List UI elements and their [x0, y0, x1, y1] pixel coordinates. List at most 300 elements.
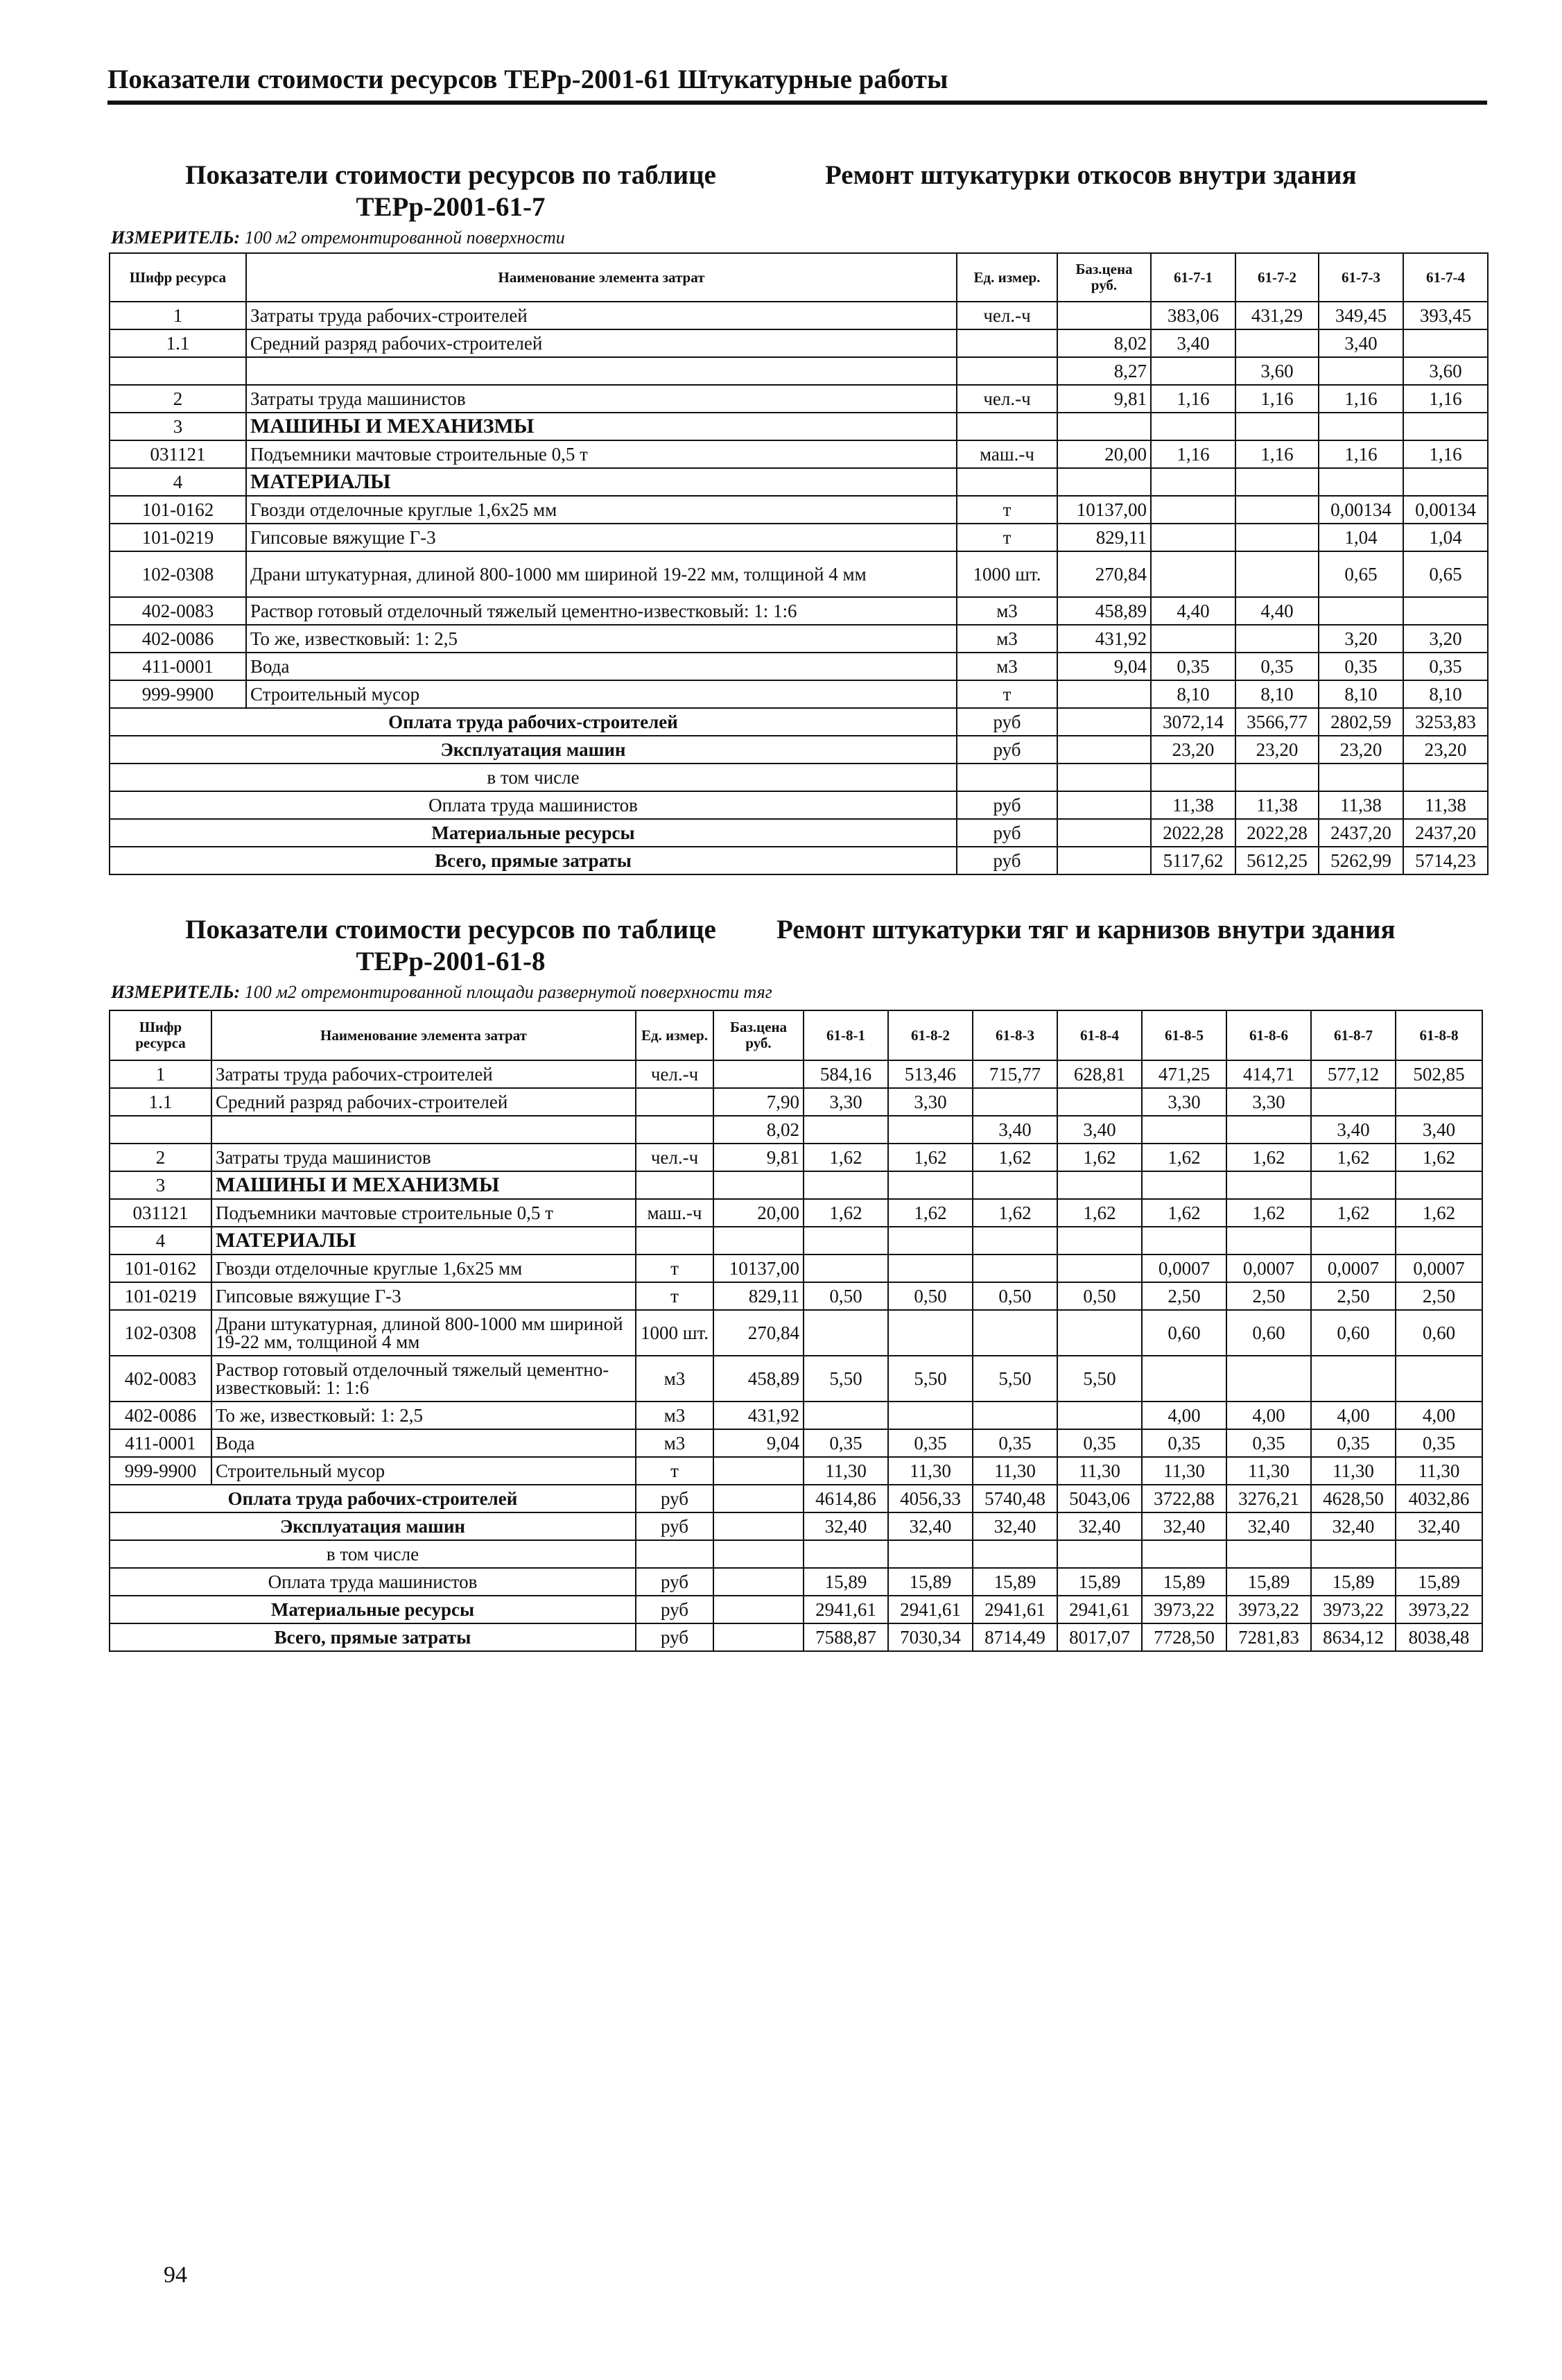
unit-cell: руб [957, 819, 1057, 847]
section2-th-col5: 61-8-5 [1142, 1010, 1226, 1060]
value-cell [1142, 1116, 1226, 1144]
summary-row [110, 1568, 1482, 1596]
base-price-cell: 8,02 [713, 1116, 804, 1144]
unit-cell: руб [636, 1485, 713, 1512]
value-cell: 8714,49 [973, 1623, 1057, 1651]
value-cell [804, 1171, 888, 1199]
table-row [110, 1356, 1482, 1402]
value-cell [888, 1171, 973, 1199]
value-cell: 3,60 [1235, 357, 1319, 385]
value-cell: 2941,61 [973, 1596, 1057, 1623]
value-cell: 1,62 [1142, 1199, 1226, 1227]
base-price-cell [713, 1512, 804, 1540]
resource-name-cell: Затраты труда рабочих-строителей [246, 302, 957, 329]
value-cell: 0,60 [1142, 1310, 1226, 1356]
value-cell: 2,50 [1311, 1282, 1396, 1310]
value-cell: 5,50 [804, 1356, 888, 1402]
value-cell: 0,50 [973, 1282, 1057, 1310]
value-cell [1151, 551, 1235, 597]
summary-row [110, 1540, 1482, 1568]
base-price-cell: 270,84 [1057, 551, 1151, 597]
value-cell: 3,30 [1142, 1088, 1226, 1116]
resource-name-cell: Подъемники мачтовые строительные 0,5 т [211, 1199, 636, 1227]
value-cell [804, 1540, 888, 1568]
value-cell: 2941,61 [1057, 1596, 1142, 1623]
value-cell [1235, 468, 1319, 496]
value-cell: 32,40 [888, 1512, 973, 1540]
value-cell: 0,35 [1396, 1429, 1482, 1457]
value-cell [1226, 1116, 1311, 1144]
value-cell [1151, 625, 1235, 653]
value-cell [1235, 524, 1319, 551]
unit-cell: чел.-ч [636, 1060, 713, 1088]
value-cell: 431,29 [1235, 302, 1319, 329]
value-cell: 0,35 [1226, 1429, 1311, 1457]
unit-cell: чел.-ч [957, 302, 1057, 329]
resource-name-cell: Средний разряд рабочих-строителей [211, 1088, 636, 1116]
section2-measure-label: ИЗМЕРИТЕЛЬ: [111, 982, 241, 1002]
unit-cell: руб [636, 1512, 713, 1540]
resource-name-cell [246, 357, 957, 385]
summary-name-cell: Эксплуатация машин [110, 736, 957, 764]
unit-cell: руб [636, 1623, 713, 1651]
base-price-cell: 9,81 [713, 1144, 804, 1171]
table-row [110, 1144, 1482, 1171]
summary-row [110, 708, 1488, 736]
table-row [110, 1457, 1482, 1485]
value-cell: 3276,21 [1226, 1485, 1311, 1512]
resource-name-cell: Подъемники мачтовые строительные 0,5 т [246, 440, 957, 468]
value-cell: 0,00134 [1403, 496, 1488, 524]
resource-name-cell: Гвозди отделочные круглые 1,6х25 мм [211, 1254, 636, 1282]
value-cell: 7588,87 [804, 1623, 888, 1651]
value-cell [1057, 1227, 1142, 1254]
resource-code-cell: 3 [110, 413, 246, 440]
value-cell: 5714,23 [1403, 847, 1488, 874]
value-cell: 0,0007 [1226, 1254, 1311, 1282]
value-cell: 1,04 [1403, 524, 1488, 551]
table-row [110, 1310, 1482, 1356]
value-cell [973, 1171, 1057, 1199]
value-cell: 1,62 [1311, 1199, 1396, 1227]
value-cell [973, 1402, 1057, 1429]
value-cell: 1,62 [973, 1144, 1057, 1171]
section1-th-col2: 61-7-2 [1235, 253, 1319, 302]
unit-cell: т [636, 1457, 713, 1485]
base-price-cell: 20,00 [1057, 440, 1151, 468]
unit-cell [636, 1171, 713, 1199]
value-cell [973, 1540, 1057, 1568]
section2-table [109, 1010, 1483, 1652]
base-price-cell [1057, 819, 1151, 847]
value-cell: 3566,77 [1235, 708, 1319, 736]
value-cell: 4,40 [1235, 597, 1319, 625]
value-cell [1226, 1227, 1311, 1254]
value-cell: 8038,48 [1396, 1623, 1482, 1651]
summary-row [110, 764, 1488, 791]
base-price-cell [713, 1568, 804, 1596]
value-cell: 3973,22 [1226, 1596, 1311, 1623]
value-cell: 3,60 [1403, 357, 1488, 385]
resource-code-cell [110, 357, 246, 385]
value-cell: 1,62 [1311, 1144, 1396, 1171]
value-cell [804, 1402, 888, 1429]
value-cell [1151, 524, 1235, 551]
value-cell: 1,62 [804, 1144, 888, 1171]
resource-code-cell: 102-0308 [110, 1310, 211, 1356]
section2-th-name: Наименование элемента затрат [211, 1010, 636, 1060]
value-cell [973, 1310, 1057, 1356]
value-cell: 2437,20 [1319, 819, 1403, 847]
section2-th-col8: 61-8-8 [1396, 1010, 1482, 1060]
section2-title-line1: Показатели стоимости ресурсов по таблице [185, 915, 716, 945]
value-cell [1396, 1088, 1482, 1116]
value-cell: 1,16 [1319, 440, 1403, 468]
table-row [110, 524, 1488, 551]
value-cell [888, 1254, 973, 1282]
table-row [110, 329, 1488, 357]
value-cell [1311, 1171, 1396, 1199]
value-cell [804, 1227, 888, 1254]
value-cell: 4628,50 [1311, 1485, 1396, 1512]
value-cell [1151, 357, 1235, 385]
section2-header-row [110, 1010, 1482, 1060]
resource-name-cell: Гипсовые вяжущие Г-3 [211, 1282, 636, 1310]
base-price-cell [1057, 413, 1151, 440]
summary-name-cell: Эксплуатация машин [110, 1512, 636, 1540]
value-cell [973, 1227, 1057, 1254]
value-cell: 32,40 [1396, 1512, 1482, 1540]
value-cell: 0,35 [1235, 653, 1319, 680]
base-price-cell: 458,89 [713, 1356, 804, 1402]
unit-cell: м3 [957, 597, 1057, 625]
unit-cell: руб [636, 1596, 713, 1623]
value-cell: 32,40 [1057, 1512, 1142, 1540]
value-cell: 1,04 [1319, 524, 1403, 551]
value-cell [1235, 625, 1319, 653]
value-cell [1151, 413, 1235, 440]
value-cell [1403, 329, 1488, 357]
base-price-cell: 829,11 [713, 1282, 804, 1310]
value-cell: 4,40 [1151, 597, 1235, 625]
resource-name-cell: Средний разряд рабочих-строителей [246, 329, 957, 357]
value-cell: 4614,86 [804, 1485, 888, 1512]
table-row [110, 357, 1488, 385]
resource-code-cell: 2 [110, 385, 246, 413]
value-cell: 349,45 [1319, 302, 1403, 329]
value-cell: 0,50 [888, 1282, 973, 1310]
base-price-cell: 8,02 [1057, 329, 1151, 357]
value-cell [1226, 1171, 1311, 1199]
resource-code-cell: 402-0083 [110, 597, 246, 625]
value-cell: 1,62 [1396, 1144, 1482, 1171]
value-cell: 5262,99 [1319, 847, 1403, 874]
resource-name-cell: Раствор готовый отделочный тяжелый цементно-известковый: 1: 1:6 [211, 1356, 636, 1402]
unit-cell [636, 1116, 713, 1144]
unit-cell: руб [957, 791, 1057, 819]
base-price-cell: 270,84 [713, 1310, 804, 1356]
value-cell [1319, 764, 1403, 791]
value-cell: 1,16 [1403, 440, 1488, 468]
value-cell: 1,62 [1142, 1144, 1226, 1171]
value-cell [1142, 1540, 1226, 1568]
value-cell: 0,0007 [1396, 1254, 1482, 1282]
value-cell: 0,35 [888, 1429, 973, 1457]
value-cell: 8,10 [1151, 680, 1235, 708]
value-cell: 2,50 [1396, 1282, 1482, 1310]
value-cell: 0,35 [1142, 1429, 1226, 1457]
value-cell [1226, 1356, 1311, 1402]
value-cell: 32,40 [973, 1512, 1057, 1540]
value-cell: 502,85 [1396, 1060, 1482, 1088]
base-price-cell: 431,92 [713, 1402, 804, 1429]
value-cell [888, 1402, 973, 1429]
value-cell: 15,89 [1311, 1568, 1396, 1596]
section2-th-price: Баз.цена руб. [713, 1010, 804, 1060]
value-cell: 3253,83 [1403, 708, 1488, 736]
value-cell [1396, 1227, 1482, 1254]
value-cell: 0,0007 [1142, 1254, 1226, 1282]
value-cell: 577,12 [1311, 1060, 1396, 1088]
resource-name-cell: Гипсовые вяжущие Г-3 [246, 524, 957, 551]
section2-th-col7: 61-8-7 [1311, 1010, 1396, 1060]
section1-th-code: Шифр ресурса [110, 253, 246, 302]
resource-code-cell: 402-0083 [110, 1356, 211, 1402]
unit-cell: т [636, 1254, 713, 1282]
value-cell: 7728,50 [1142, 1623, 1226, 1651]
unit-cell: маш.-ч [636, 1199, 713, 1227]
value-cell: 3722,88 [1142, 1485, 1226, 1512]
value-cell [1311, 1088, 1396, 1116]
value-cell: 1,16 [1319, 385, 1403, 413]
base-price-cell [1057, 847, 1151, 874]
resource-code-cell: 4 [110, 1227, 211, 1254]
resource-name-cell: То же, известковый: 1: 2,5 [246, 625, 957, 653]
base-price-cell [713, 1457, 804, 1485]
section2-title-right: Ремонт штукатурки тяг и карнизов внутри здания [776, 915, 1396, 945]
unit-cell: т [636, 1282, 713, 1310]
value-cell: 11,30 [804, 1457, 888, 1485]
summary-name-cell: в том числе [110, 764, 957, 791]
value-cell: 1,16 [1403, 385, 1488, 413]
section1-title-right: Ремонт штукатурки откосов внутри здания [825, 160, 1357, 190]
summary-name-cell: Оплата труда рабочих-строителей [110, 708, 957, 736]
value-cell: 15,89 [1396, 1568, 1482, 1596]
base-price-cell: 9,04 [1057, 653, 1151, 680]
value-cell: 11,38 [1235, 791, 1319, 819]
value-cell: 32,40 [804, 1512, 888, 1540]
value-cell: 1,16 [1151, 440, 1235, 468]
value-cell [1235, 764, 1319, 791]
value-cell: 3072,14 [1151, 708, 1235, 736]
unit-cell: чел.-ч [636, 1144, 713, 1171]
summary-name-cell: Всего, прямые затраты [110, 847, 957, 874]
value-cell [888, 1227, 973, 1254]
value-cell [1311, 1540, 1396, 1568]
value-cell: 3,40 [973, 1116, 1057, 1144]
value-cell: 715,77 [973, 1060, 1057, 1088]
page-number: 94 [164, 2262, 187, 2288]
summary-row [110, 1512, 1482, 1540]
section1-measure-value: 100 м2 отремонтированной поверхности [244, 227, 565, 248]
unit-cell: м3 [957, 653, 1057, 680]
table-row [110, 1254, 1482, 1282]
table-row [110, 1116, 1482, 1144]
summary-name-cell: Материальные ресурсы [110, 819, 957, 847]
unit-cell: м3 [636, 1356, 713, 1402]
value-cell [1319, 597, 1403, 625]
value-cell [1235, 329, 1319, 357]
unit-cell: руб [636, 1568, 713, 1596]
value-cell: 0,35 [1057, 1429, 1142, 1457]
value-cell: 11,38 [1151, 791, 1235, 819]
value-cell: 0,50 [804, 1282, 888, 1310]
section2-th-code: Шифр ресурса [110, 1010, 211, 1060]
value-cell: 393,45 [1403, 302, 1488, 329]
value-cell: 5740,48 [973, 1485, 1057, 1512]
table-row [110, 1060, 1482, 1088]
section2-measure-value: 100 м2 отремонтированной площади развернутой поверхности тяг [244, 982, 772, 1002]
value-cell: 8,10 [1403, 680, 1488, 708]
base-price-cell [1057, 708, 1151, 736]
value-cell: 383,06 [1151, 302, 1235, 329]
value-cell: 1,16 [1235, 385, 1319, 413]
value-cell: 0,35 [1311, 1429, 1396, 1457]
value-cell: 15,89 [1142, 1568, 1226, 1596]
resource-name-cell: МАТЕРИАЛЫ [246, 468, 957, 496]
value-cell: 1,62 [888, 1199, 973, 1227]
base-price-cell: 829,11 [1057, 524, 1151, 551]
value-cell: 4,00 [1311, 1402, 1396, 1429]
table-row [110, 597, 1488, 625]
value-cell: 11,30 [1396, 1457, 1482, 1485]
resource-name-cell: Вода [246, 653, 957, 680]
value-cell: 11,30 [1311, 1457, 1396, 1485]
summary-name-cell: Оплата труда машинистов [110, 791, 957, 819]
value-cell: 8,10 [1235, 680, 1319, 708]
resource-code-cell: 4 [110, 468, 246, 496]
value-cell: 23,20 [1151, 736, 1235, 764]
summary-row [110, 847, 1488, 874]
resource-name-cell: Затраты труда машинистов [211, 1144, 636, 1171]
value-cell: 1,62 [1057, 1199, 1142, 1227]
value-cell [1319, 413, 1403, 440]
value-cell: 1,62 [1226, 1144, 1311, 1171]
value-cell [1396, 1540, 1482, 1568]
value-cell: 0,50 [1057, 1282, 1142, 1310]
value-cell: 0,60 [1226, 1310, 1311, 1356]
value-cell: 0,35 [1151, 653, 1235, 680]
resource-code-cell: 3 [110, 1171, 211, 1199]
value-cell [1403, 413, 1488, 440]
value-cell: 15,89 [888, 1568, 973, 1596]
value-cell [1057, 1254, 1142, 1282]
value-cell: 1,16 [1151, 385, 1235, 413]
resource-name-cell: Строительный мусор [246, 680, 957, 708]
value-cell: 7281,83 [1226, 1623, 1311, 1651]
value-cell: 15,89 [804, 1568, 888, 1596]
unit-cell: м3 [957, 625, 1057, 653]
section2-title-line2: ТЕРр-2001-61-8 [356, 947, 546, 976]
table-row [110, 1227, 1482, 1254]
base-price-cell [713, 1540, 804, 1568]
value-cell: 3,20 [1403, 625, 1488, 653]
value-cell: 5117,62 [1151, 847, 1235, 874]
value-cell: 1,62 [1396, 1199, 1482, 1227]
value-cell: 0,35 [1319, 653, 1403, 680]
value-cell [1142, 1171, 1226, 1199]
value-cell [1151, 468, 1235, 496]
unit-cell [636, 1227, 713, 1254]
unit-cell [957, 357, 1057, 385]
base-price-cell: 10137,00 [1057, 496, 1151, 524]
value-cell: 4,00 [1226, 1402, 1311, 1429]
value-cell: 2,50 [1226, 1282, 1311, 1310]
value-cell: 4,00 [1142, 1402, 1226, 1429]
base-price-cell: 9,81 [1057, 385, 1151, 413]
value-cell: 3,30 [804, 1088, 888, 1116]
value-cell: 1,62 [973, 1199, 1057, 1227]
base-price-cell: 10137,00 [713, 1254, 804, 1282]
value-cell: 11,30 [973, 1457, 1057, 1485]
resource-code-cell: 411-0001 [110, 1429, 211, 1457]
table-row [110, 1402, 1482, 1429]
resource-code-cell: 1.1 [110, 1088, 211, 1116]
value-cell: 0,0007 [1311, 1254, 1396, 1282]
resource-name-cell: То же, известковый: 1: 2,5 [211, 1402, 636, 1429]
section2-th-col3: 61-8-3 [973, 1010, 1057, 1060]
resource-name-cell: Гвозди отделочные круглые 1,6х25 мм [246, 496, 957, 524]
resource-code-cell: 101-0219 [110, 1282, 211, 1310]
summary-row [110, 1596, 1482, 1623]
value-cell [1142, 1227, 1226, 1254]
unit-cell [957, 468, 1057, 496]
section1-th-col1: 61-7-1 [1151, 253, 1235, 302]
section2-th-unit: Ед. измер. [636, 1010, 713, 1060]
section2-th-col6: 61-8-6 [1226, 1010, 1311, 1060]
resource-name-cell: МАТЕРИАЛЫ [211, 1227, 636, 1254]
value-cell: 15,89 [1226, 1568, 1311, 1596]
value-cell: 2802,59 [1319, 708, 1403, 736]
summary-row [110, 791, 1488, 819]
value-cell: 3,30 [888, 1088, 973, 1116]
value-cell: 1,16 [1235, 440, 1319, 468]
value-cell: 15,89 [1057, 1568, 1142, 1596]
value-cell: 3,40 [1311, 1116, 1396, 1144]
value-cell [1057, 1088, 1142, 1116]
summary-row [110, 736, 1488, 764]
value-cell [1319, 357, 1403, 385]
section1-title-line2: ТЕРр-2001-61-7 [356, 192, 546, 222]
resource-code-cell: 999-9900 [110, 1457, 211, 1485]
section2-measure [111, 982, 772, 1003]
section2-th-col1: 61-8-1 [804, 1010, 888, 1060]
unit-cell: руб [957, 847, 1057, 874]
resource-name-cell: Драни штукатурная, длиной 800-1000 мм шириной 19-22 мм, толщиной 4 мм [246, 551, 957, 597]
base-price-cell: 8,27 [1057, 357, 1151, 385]
value-cell: 3973,22 [1142, 1596, 1226, 1623]
section1-header-row [110, 253, 1488, 302]
value-cell: 5,50 [888, 1356, 973, 1402]
resource-code-cell [110, 1116, 211, 1144]
value-cell [1311, 1227, 1396, 1254]
resource-name-cell: Затраты труда машинистов [246, 385, 957, 413]
summary-row [110, 1485, 1482, 1512]
section1-th-col4: 61-7-4 [1403, 253, 1488, 302]
value-cell: 3,40 [1319, 329, 1403, 357]
value-cell [888, 1540, 973, 1568]
section1-th-unit: Ед. измер. [957, 253, 1057, 302]
